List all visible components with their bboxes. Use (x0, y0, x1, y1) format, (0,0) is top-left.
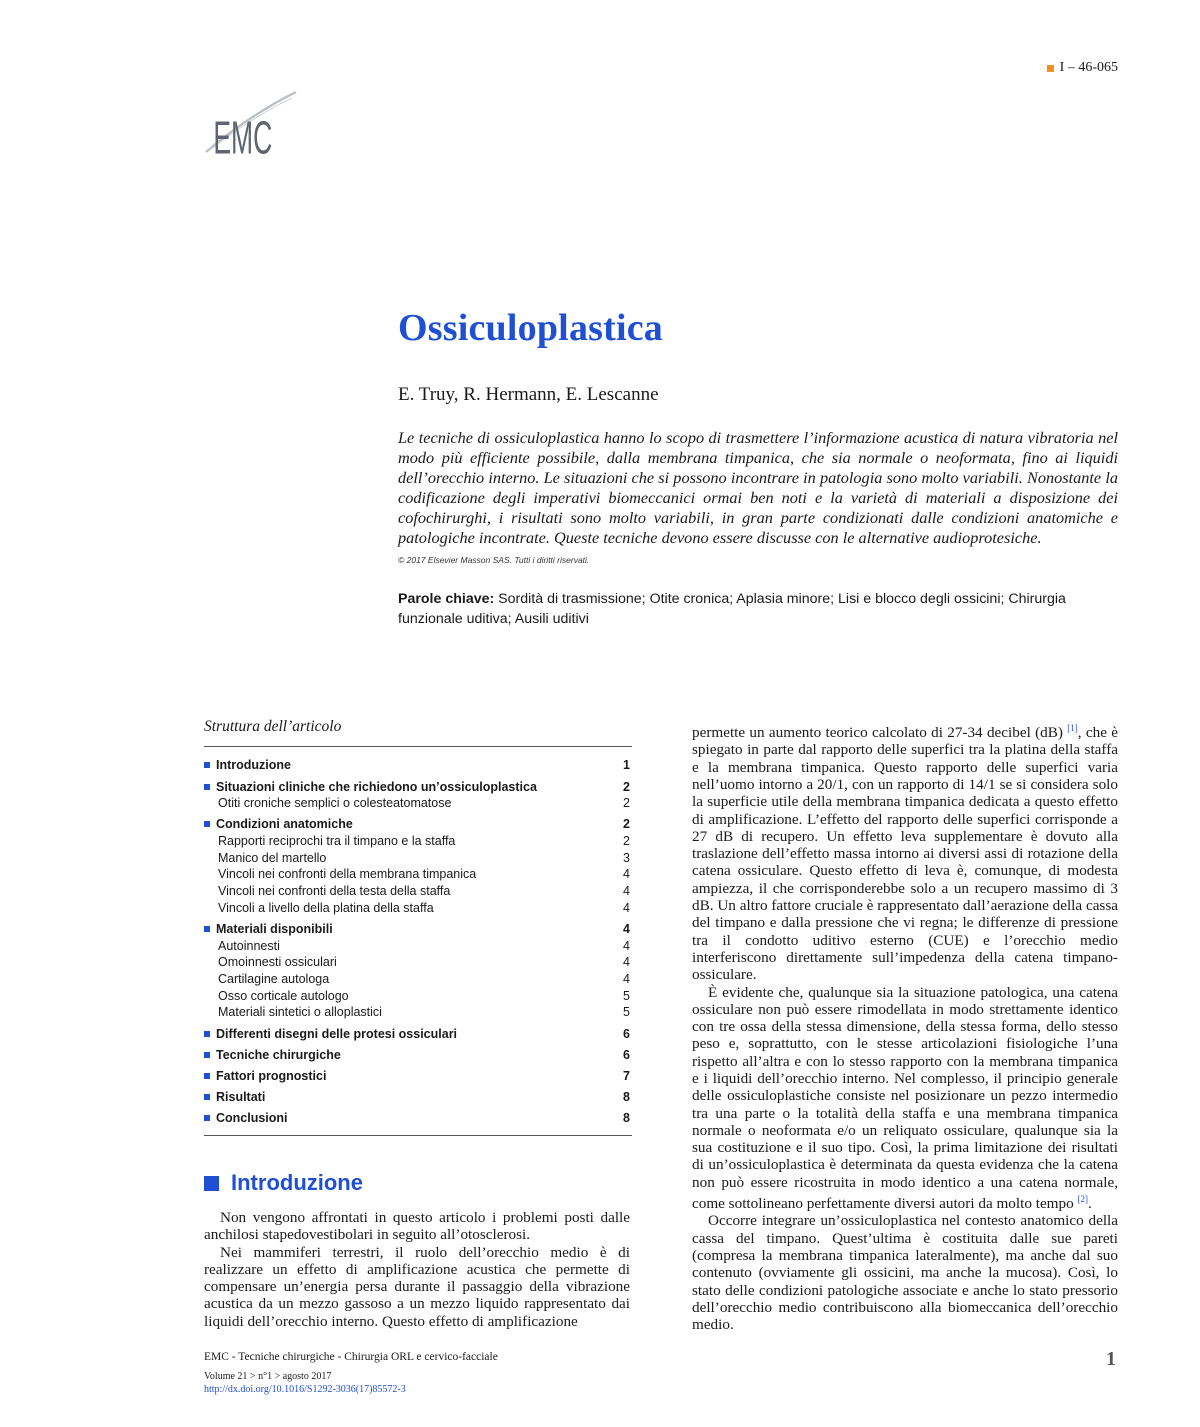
toc-entry-page: 4 (623, 867, 630, 882)
toc-entry-label: Fattori prognostici (216, 1069, 327, 1084)
blue-bullet-icon (204, 784, 210, 790)
reference-code: I – 46-065 (1059, 60, 1118, 75)
page-footer (204, 1351, 498, 1396)
blue-bullet-icon (204, 821, 210, 827)
blue-bullet-icon (204, 1031, 210, 1037)
toc-entry-page: 4 (623, 938, 630, 953)
toc-entry-page: 2 (623, 779, 630, 794)
blue-square-icon (204, 1176, 219, 1191)
article-authors: E. Truy, R. Hermann, E. Lescanne (398, 384, 659, 405)
toc-entry-page: 8 (623, 1111, 630, 1126)
toc-entry[interactable] (204, 1004, 632, 1021)
toc-entry[interactable] (204, 1025, 632, 1042)
journal-name: EMC - Tecniche chirurgiche - Chirurgia ORL e cervico-facciale (204, 1351, 498, 1363)
abstract: Le tecniche di ossiculoplastica hanno lo scopo di trasmettere l’informazione acustica di natura vibratoria nel modo più efficiente possibile, dalla membrana timpanica, che sia normale o neoformata, fino ai liquidi dell’orecchio interno. Le situazioni che si possono incontrare in patologia sono molto variabili. Nonostante la codificazione degli imperativi biomeccanici ormai ben noti e la varietà di materiali a disposizione dei cofochirurghi, i risultati sono molto variabili, in gran parte condizionati dalle condizioni anatomiche e patologiche incontrate. Queste tecniche devono essere discusse con le alternative audioprotesiche. (398, 428, 1118, 547)
toc-entry-label: Introduzione (216, 758, 291, 773)
blue-bullet-icon (204, 1052, 210, 1058)
toc-entry-page: 6 (623, 1047, 630, 1062)
toc-entry[interactable] (204, 1047, 632, 1064)
toc-entry-page: 4 (623, 955, 630, 970)
toc-entry[interactable] (204, 795, 632, 812)
keywords-label: Parole chiave: (398, 591, 495, 607)
toc-entry[interactable] (204, 921, 632, 938)
toc-entry-page: 8 (623, 1090, 630, 1105)
toc-entry[interactable] (204, 954, 632, 971)
toc-entry-label: Vincoli a livello della platina della staffa (218, 900, 434, 915)
toc-entry-label: Manico del martello (218, 850, 327, 865)
blue-bullet-icon (204, 1115, 210, 1121)
citation-link[interactable]: [1] (1067, 723, 1078, 733)
toc-entry-page: 1 (623, 758, 630, 773)
toc-entry-label: Cartilagine autologa (218, 972, 330, 987)
toc-entry-page: 3 (623, 850, 630, 865)
toc-entry[interactable] (204, 1110, 632, 1127)
blue-bullet-icon (204, 762, 210, 768)
section-title: Introduzione (231, 1170, 363, 1195)
toc-entry-page: 6 (623, 1026, 630, 1041)
toc-entry-label: Materiali sintetici o alloplastici (218, 1005, 382, 1020)
toc-entry[interactable] (204, 937, 632, 954)
toc-entry-label: Otiti croniche semplici o colesteatomatose (218, 796, 452, 811)
toc-entry[interactable] (204, 866, 632, 883)
paragraph: Occorre integrare un’ossiculoplastica nel contesto anatomico della cassa del timpano. Quest’ultima è costituita dalle sue pareti (compresa la membrana timpanica lateralmente), ma anche dal suo contenuto (ovviamente gli ossicini, ma anche la mucosa). Così, lo stato delle condizioni patologiche associate e anche lo stato pressorio dell’orecchio medio contribuiscono alla biomeccanica dell’orecchio medio. (692, 1212, 1118, 1334)
toc-entry-page: 5 (623, 1005, 630, 1020)
toc-entry[interactable] (204, 849, 632, 866)
toc-entry[interactable] (204, 778, 632, 795)
section-heading-introduzione (204, 1170, 363, 1196)
toc-entry-page: 4 (623, 972, 630, 987)
toc-entry[interactable] (204, 883, 632, 900)
paragraph: Non vengono affrontati in questo articolo i problemi posti dalle anchilosi stapedovestibolari in seguito all’otosclerosi. (204, 1209, 630, 1244)
toc-entry-label: Vincoli nei confronti della testa della staffa (218, 884, 451, 899)
article-reference (1047, 60, 1118, 76)
toc-entry-page: 2 (623, 796, 630, 811)
blue-bullet-icon (204, 1094, 210, 1100)
toc-list (204, 757, 632, 1136)
toc-entry-page: 2 (623, 817, 630, 832)
right-column-text (692, 720, 1118, 1334)
toc-entry-label: Omoinnesti ossiculari (218, 955, 337, 970)
keywords-text: Sordità di trasmissione; Otite cronica; Aplasia minore; Lisi e blocco degli ossicini; Chirurgia funzionale uditiva; Ausili uditivi (398, 591, 1066, 627)
toc-entry-label: Rapporti reciprochi tra il timpano e la staffa (218, 834, 456, 849)
blue-bullet-icon (204, 1073, 210, 1079)
toc-entry-page: 7 (623, 1069, 630, 1084)
toc-entry-label: Conclusioni (216, 1111, 288, 1126)
article-title: Ossiculoplastica (398, 307, 664, 349)
doi-link[interactable]: http://dx.doi.org/10.1016/S1292-3036(17)85572-3 (204, 1384, 406, 1395)
toc-entry-page: 4 (623, 922, 630, 937)
table-of-contents (204, 718, 632, 1136)
toc-heading: Struttura dell’articolo (204, 718, 632, 747)
toc-entry-label: Differenti disegni delle protesi ossiculari (216, 1026, 458, 1041)
toc-entry[interactable] (204, 816, 632, 833)
page-number: 1 (1106, 1348, 1116, 1370)
toc-entry[interactable] (204, 833, 632, 850)
toc-entry-label: Condizioni anatomiche (216, 817, 353, 832)
blue-bullet-icon (204, 926, 210, 932)
toc-entry-page: 5 (623, 988, 630, 1003)
toc-entry-label: Risultati (216, 1090, 266, 1105)
toc-entry-label: Autoinnesti (218, 938, 280, 953)
toc-entry[interactable] (204, 987, 632, 1004)
toc-entry[interactable] (204, 1068, 632, 1085)
orange-square-icon (1047, 65, 1054, 72)
copyright-notice: © 2017 Elsevier Masson SAS. Tutti i diritti riservati. (398, 555, 590, 565)
paragraph: È evidente che, qualunque sia la situazione patologica, una catena ossiculare non può essere rimodellata in modo strettamente identico con tre ossa della stessa dimensione, della stessa forma, dello stesso peso e, soprattutto, con le stesse articolazioni fisiologiche l’una rispetto all’altra e con lo stesso rapporto con la membrana timpanica e i liquidi dell’orecchio interno. Nel complesso, il principio generale delle ossiculoplastiche consiste nel posizionare un pezzo intermedio tra una parte o la totalità della staffa e una membrana timpanica normale o neoformata e/o un reliquato ossiculare, qualunque sia la sua costituzione e il suo tipo. Così, la prima limitazione dei risultati di un’ossiculoplastica è determinata da questa evidenza che la catena non può essere ricostruita in modo identico a una catena normale, come sottolineano perfettamente diversi autori da molto tempo [2]. (692, 983, 1118, 1213)
toc-entry[interactable] (204, 1089, 632, 1106)
toc-entry-label: Vincoli nei confronti della membrana timpanica (218, 867, 477, 882)
toc-entry-label: Tecniche chirurgiche (216, 1047, 341, 1062)
keywords (398, 589, 1098, 629)
left-column-text (204, 1209, 630, 1330)
volume-info: Volume 21 > n°1 > agosto 2017 (204, 1371, 332, 1382)
citation-link[interactable]: [2] (1077, 1194, 1088, 1205)
toc-entry-label: Osso corticale autologo (218, 988, 349, 1003)
toc-entry-label: Situazioni cliniche che richiedono un’ossiculoplastica (216, 779, 537, 794)
toc-entry-page: 4 (623, 884, 630, 899)
logo-text: EMC (213, 111, 273, 156)
toc-entry-label: Materiali disponibili (216, 922, 333, 937)
toc-entry[interactable] (204, 900, 632, 917)
toc-entry-page: 4 (623, 900, 630, 915)
toc-entry[interactable] (204, 757, 632, 774)
emc-logo (204, 78, 300, 156)
toc-entry-page: 2 (623, 834, 630, 849)
paragraph: permette un aumento teorico calcolato di 27-34 decibel (dB) [1], che è spiegato in parte dal rapporto delle superfici tra la platina della staffa e la membrana timpanica. Questo rapporto delle superfici varia nell’uomo intorno a 20/1, con un rapporto di 14/1 se si considera solo la superficie utile della membrana timpanica dedicata a questo effetto di amplificazione. L’effetto del rapporto delle superfici corrisponde a 27 dB di recupero. Un effetto leva supplementare è dovuto alla traslazione dell’effetto massa intorno ai diversi assi di rotazione della catena ossiculare. Questo effetto di leva è, comunque, di modesta ampiezza, il che corrisponderebbe solo a un recupero massimo di 3 dB. Un altro fattore cruciale è rappresentato dall’aerazione della cassa del timpano e dalla pressione che vi regna; le differenze di pressione tra il condotto uditivo esterno (CUE) e l’orecchio medio interferiscono direttamente sull’impedenza della catena timpano-ossiculare. (692, 723, 1118, 984)
paragraph: Nei mammiferi terrestri, il ruolo dell’orecchio medio è di realizzare un effetto di amplificazione acustica che permette di compensare un’energia persa durante il passaggio della vibrazione acustica da un mezzo gassoso a un mezzo liquido rappresentato dai liquidi dell’orecchio interno. Questo effetto di amplificazione (204, 1243, 630, 1330)
toc-entry[interactable] (204, 971, 632, 988)
